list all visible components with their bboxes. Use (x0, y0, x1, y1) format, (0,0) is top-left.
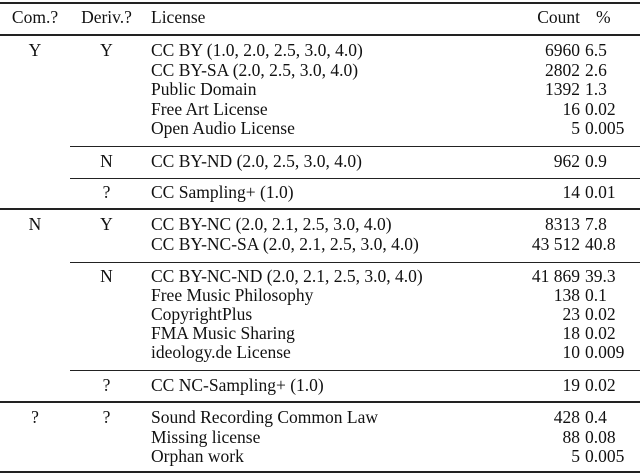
count-value: 6960 (545, 40, 580, 60)
count-value: 138 (553, 285, 580, 305)
percent-value: 0.005 (585, 118, 625, 138)
header-derivative: Deriv.? (81, 7, 132, 27)
subgroup-rule (70, 370, 640, 371)
derivative-value: ? (102, 182, 111, 202)
percent-value: 7.8 (585, 214, 607, 234)
percent-value: 1.3 (585, 79, 607, 99)
license-name: Sound Recording Common Law (151, 407, 378, 427)
license-name: ideology.de License (151, 342, 291, 362)
percent-value: 39.3 (585, 266, 616, 286)
percent-value: 2.6 (585, 59, 607, 80)
header-license: License (151, 7, 206, 27)
license-name: CC NC-Sampling+ (1.0) (151, 375, 324, 395)
license-name: Public Domain (151, 79, 257, 99)
count-value: 41 869 (531, 266, 580, 286)
count-value: 23 (562, 304, 580, 324)
count-value: 14 (562, 182, 580, 202)
header-commercial: Com.? (11, 7, 59, 27)
percent-value: 0.02 (585, 323, 616, 343)
license-name: Orphan work (151, 446, 244, 466)
percent-value: 0.009 (585, 342, 625, 362)
top-rule (0, 2, 640, 4)
group-rule (0, 208, 640, 210)
group-rule (0, 401, 640, 403)
percent-value: 0.005 (585, 446, 625, 466)
license-name: CC BY-SA (2.0, 2.5, 3.0, 4.0) (151, 59, 359, 80)
count-value: 10 (562, 342, 580, 362)
license-name: Free Art License (151, 98, 268, 119)
count-value: 5 (571, 446, 580, 466)
percent-value: 40.8 (585, 233, 616, 254)
license-name: CC BY (1.0, 2.0, 2.5, 3.0, 4.0) (151, 40, 363, 60)
license-name: Open Audio License (151, 118, 295, 138)
count-value: 16 (562, 98, 580, 119)
percent-value: 0.02 (585, 304, 616, 324)
license-name: FMA Music Sharing (151, 323, 295, 343)
count-value: 5 (571, 118, 580, 138)
derivative-value: Y (100, 214, 113, 234)
count-value: 18 (562, 323, 580, 343)
license-name: CC BY-ND (2.0, 2.5, 3.0, 4.0) (151, 151, 362, 171)
derivative-value: ? (102, 407, 111, 427)
header-percent: % (596, 7, 611, 27)
percent-value: 0.01 (585, 182, 616, 202)
count-value: 962 (553, 151, 580, 171)
bottom-rule (0, 471, 640, 473)
count-value: 428 (553, 407, 580, 427)
commercial-value: Y (28, 40, 42, 60)
percent-value: 6.5 (585, 40, 607, 60)
license-name: CC Sampling+ (1.0) (151, 182, 294, 202)
subgroup-rule (70, 262, 640, 263)
license-name: CC BY-NC-SA (2.0, 2.1, 2.5, 3.0, 4.0) (151, 233, 419, 254)
header-rule (0, 34, 640, 36)
derivative-value: N (100, 151, 113, 171)
percent-value: 0.08 (585, 426, 616, 447)
subgroup-rule (70, 146, 640, 147)
header-count: Count (537, 7, 580, 27)
derivative-value: ? (102, 375, 111, 395)
derivative-value: Y (100, 40, 113, 60)
count-value: 2802 (545, 59, 580, 80)
count-value: 19 (562, 375, 580, 395)
commercial-value: ? (31, 407, 39, 427)
license-name: Missing license (151, 426, 261, 447)
derivative-value: N (100, 266, 113, 286)
count-value: 1392 (545, 79, 580, 99)
subgroup-rule (70, 178, 640, 179)
license-name: CopyrightPlus (151, 304, 253, 324)
percent-value: 0.02 (585, 98, 616, 119)
license-name: Free Music Philosophy (151, 285, 314, 305)
percent-value: 0.02 (585, 375, 616, 395)
commercial-value: N (28, 214, 42, 234)
license-name: CC BY-NC-ND (2.0, 2.1, 2.5, 3.0, 4.0) (151, 266, 423, 286)
count-value: 88 (562, 426, 580, 447)
percent-value: 0.1 (585, 285, 607, 305)
count-value: 8313 (545, 214, 580, 234)
count-value: 43 512 (531, 233, 580, 254)
percent-value: 0.4 (585, 407, 607, 427)
percent-value: 0.9 (585, 151, 607, 171)
license-name: CC BY-NC (2.0, 2.1, 2.5, 3.0, 4.0) (151, 214, 392, 234)
